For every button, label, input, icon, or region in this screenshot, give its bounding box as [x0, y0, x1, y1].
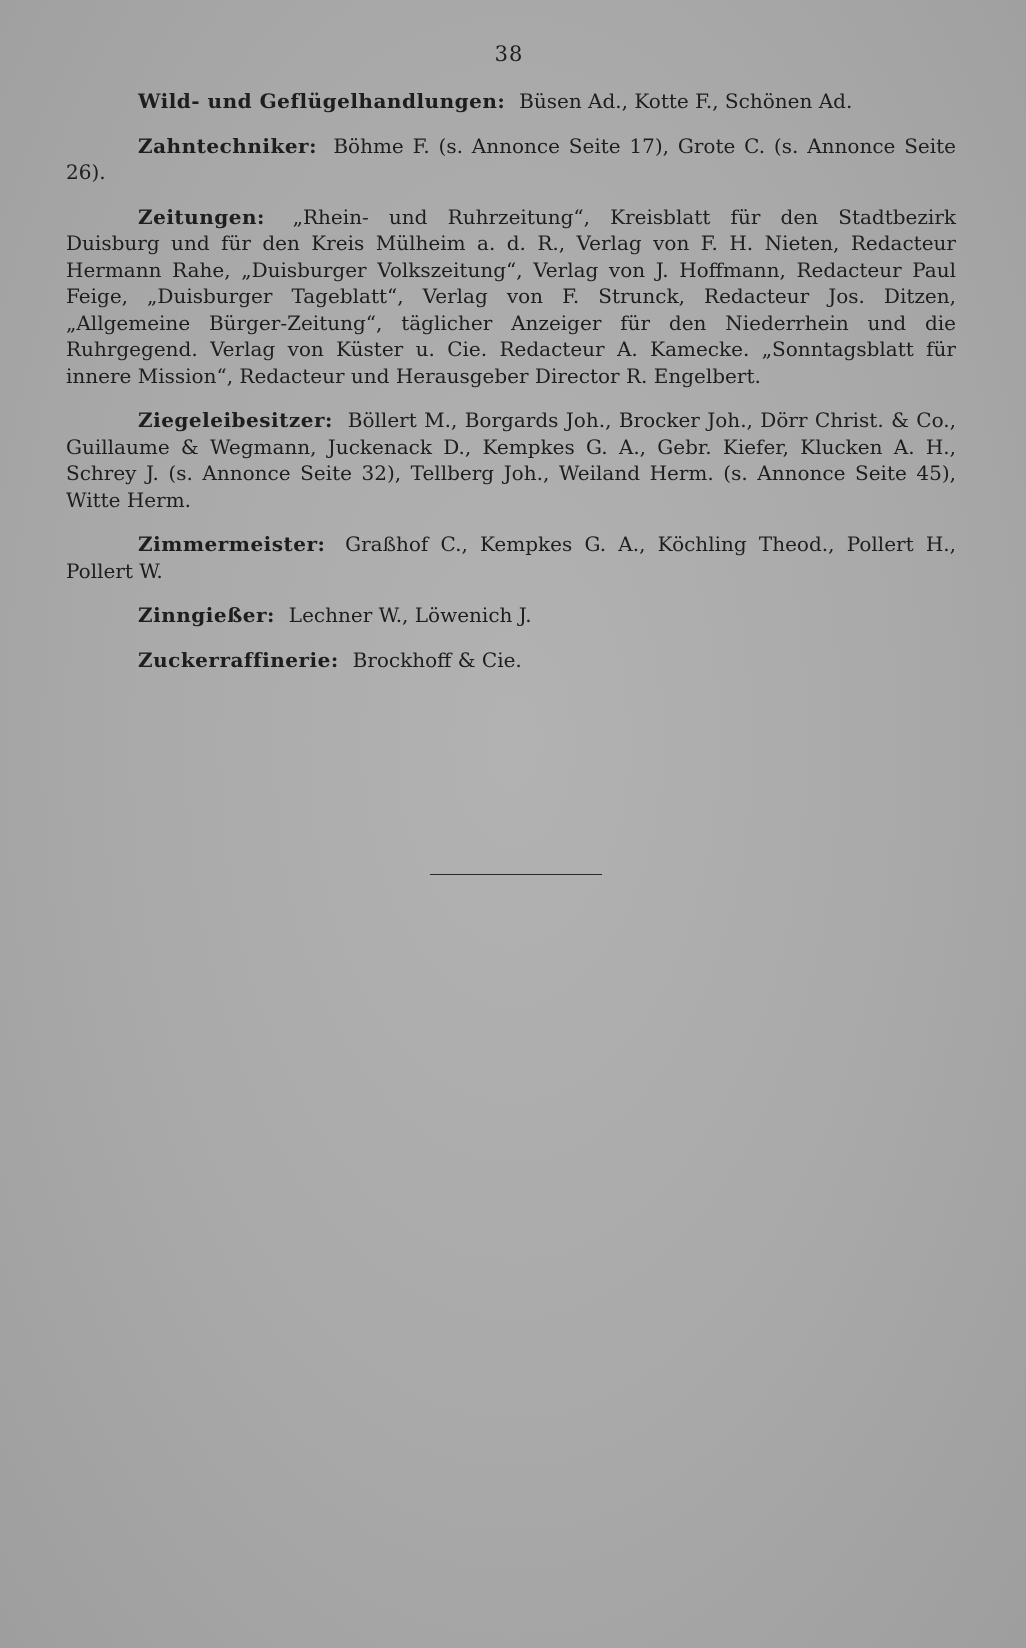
entry-colon: : [497, 89, 505, 113]
entry-colon: : [330, 647, 339, 672]
entry-text: Büsen Ad., Kotte F., Schönen Ad. [519, 89, 853, 113]
entry-label: Zinngießer [138, 603, 268, 627]
entry-label: Wild- und Geflügelhandlungen [138, 89, 498, 113]
entry-zeitungen [66, 204, 956, 390]
entry-text: Böllert M., Borgards Joh., Brocker Joh., Dörr Christ. & Co., Guillaume & Wegmann, Juckenack D., Kempkes G. A., Gebr. Kiefer, Klucken A. H., Schrey J. (s. Annonce Seite 32), Tellberg Joh., Weiland Herm. (s. Annonce Seite 45), Witte Herm. [66, 408, 957, 512]
entry-colon: : [317, 532, 325, 556]
entry-zahntechniker [66, 133, 956, 186]
entry-label: Zahntechniker [138, 133, 310, 158]
entry-zinngiesser [66, 602, 956, 629]
entry-colon: : [309, 133, 317, 158]
entry-colon: : [324, 408, 333, 432]
entry-label: Zeitungen [138, 204, 257, 229]
entry-text: Böhme F. (s. Annonce Seite 17), Grote C. (s. Annonce Seite 26). [66, 133, 956, 184]
entry-zuckerraffinerie [66, 647, 956, 674]
entry-label: Zimmermeister [138, 532, 318, 556]
entry-label: Ziegeleibesitzer [138, 408, 325, 432]
page-number: 38 [494, 42, 524, 66]
entry-text: Graßhof C., Kempkes G. A., Köchling Theod., Pollert H., Pollert W. [66, 532, 956, 583]
entry-colon: : [257, 204, 265, 229]
entry-text: Brockhoff & Cie. [352, 647, 522, 672]
entry-text: Lechner W., Löwenich J. [288, 603, 532, 627]
entry-ziegeleibesitzer [66, 407, 956, 513]
entry-text: „Rhein- und Ruhrzeitung“, Kreisblatt für den Stadtbezirk Duisburg und für den Kreis Mülheim a. d. R., Verlag von F. H. Nieten, Redacteur Hermann Rahe, „Duisburger Volkszeitung“, Verlag von J. Hoffmann, Redacteur Paul Feige, „Duisburger Tageblatt“, Verlag von F. Strunck, Redacteur Jos. Ditzen, „Allgemeine Bürger-Zeitung“, täglicher Anzeiger für den Niederrhein und die Ruhrgegend. Verlag von Küster u. Cie. Redacteur A. Kamecke. „Sonntagsblatt für innere Mission“, Redacteur und Herausgeber Director R. Engelbert. [66, 204, 957, 388]
section-divider-rule [430, 874, 602, 875]
entry-zimmermeister [66, 531, 956, 584]
entry-wild-gefluegelhandlungen [66, 88, 956, 115]
entry-label: Zuckerraffinerie [138, 647, 331, 672]
directory-list [66, 88, 956, 691]
entry-colon: : [267, 603, 275, 627]
